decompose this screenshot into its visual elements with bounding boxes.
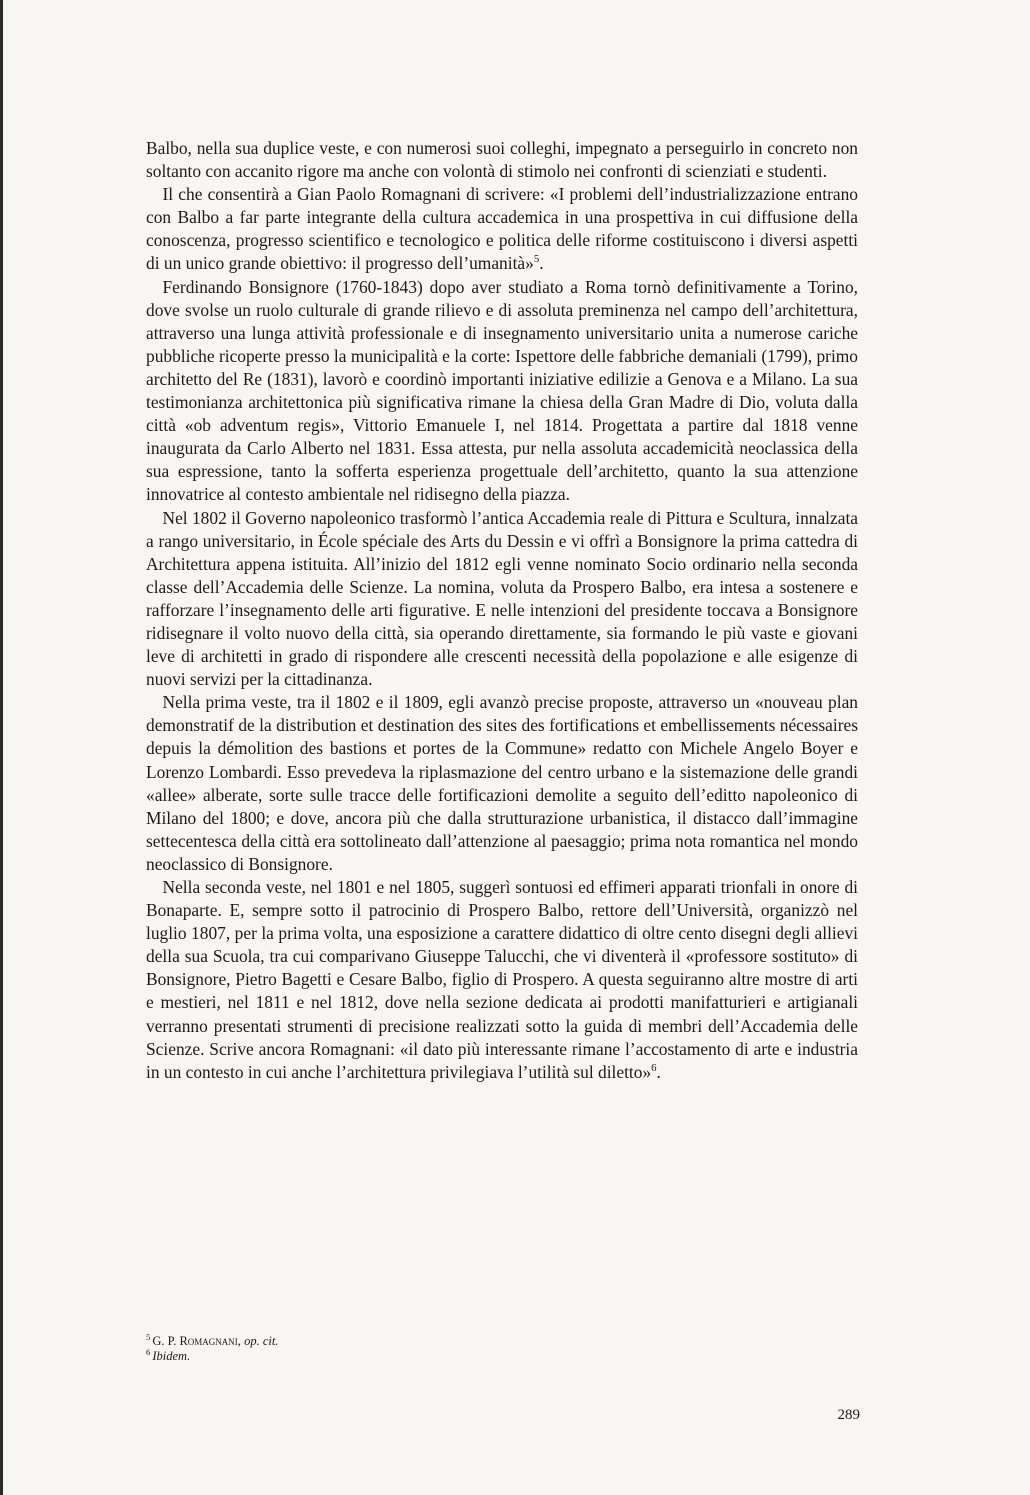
paragraph-text: Il che consentirà a Gian Paolo Romagnani di scrivere: «I problemi dell’industrializzazione entrano con Balbo a far parte integrante della cultura accademica in una prospettiva in cui diffusione della conoscenza, progresso scientifico e tecnologico e politica delle riforme costituiscono i diversi aspetti di un unico grande obiettivo: il progresso dell’umanità» <box>146 184 858 274</box>
body-text <box>146 137 858 1084</box>
footnote-citation: op. cit. <box>244 1334 279 1348</box>
paragraph <box>146 183 858 275</box>
paragraph-tail: . <box>539 253 544 274</box>
footnote <box>146 1346 858 1364</box>
footnotes <box>146 1331 858 1364</box>
paragraph <box>146 691 858 876</box>
footnote-number: 6 <box>146 1346 151 1357</box>
paragraph-text: Nel 1802 il Governo napoleonico trasformò l’antica Accademia reale di Pittura e Scultura, innalzata a rango universitario, in École spéciale des Arts du Dessin e vi offrì a Bonsignore la prima cattedra di Architettura appena istituita. All’inizio del 1812 egli venne nominato Socio ordinario nella seconda classe dell’Accademia delle Scienze. La nomina, voluta da Prospero Balbo, era intesa a sostenere e rafforzare l’insegnamento delle arti figurative. E nelle intenzioni del presidente toccava a Bonsignore ridisegnare il volto nuovo della città, sia operando direttamente, sia formando le più vaste e giovani leve di architetti in grado di rispondere alle crescenti necessità della popolazione e alle esigenze di nuovi servizi per la cittadinanza. <box>146 507 858 690</box>
page-number: 289 <box>837 1407 860 1423</box>
paragraph-text: Nella prima veste, tra il 1802 e il 1809, egli avanzò precise proposte, attraverso un «nouveau plan demonstratif de la distribution et destination des sites des fortifications et embellissements nécessaires depuis la démolition des bastions et portes de la Commune» redatto con Michele Angelo Boyer e Lorenzo Lombardi. Esso prevedeva la riplasmazione del centro urbano e la sistemazione delle grandi «allee» alberate, sorte sulle tracce delle fortificazioni demolite a seguito dell’editto napoleonico di Milano del 1800; e dove, ancora più che dalla strutturazione urbanistica, il distacco dall’immagine settecentesca della città era sottolineato dall’attenzione al paesaggio; prima nota romantica nel mondo neoclassico di Bonsignore. <box>146 692 858 874</box>
paragraph <box>146 507 858 692</box>
footnote-ref: 5 <box>533 253 540 266</box>
footnote-number: 5 <box>146 1331 151 1342</box>
footnote <box>146 1331 858 1349</box>
paragraph-tail: . <box>656 1061 661 1082</box>
paragraph <box>146 276 858 507</box>
footnote-author: G. P. Romagnani, <box>152 1334 241 1348</box>
paragraph-text: Nella seconda veste, nel 1801 e nel 1805, suggerì sontuosi ed effimeri apparati trionfali in onore di Bonaparte. E, sempre sotto il patrocinio di Prospero Balbo, rettore dell’Università, organizzò nel luglio 1807, per la prima volta, una esposizione a carattere didattico di oltre cento disegni degli allievi della sua Scuola, tra cui comparivano Giuseppe Talucchi, che vi diventerà il «professore sostituto» di Bonsignore, Pietro Bagetti e Cesare Balbo, figlio di Prospero. A questa seguiranno altre mostre di arti e mestieri, nel 1811 e nel 1812, dove nella sezione dedicata ai prodotti manifatturieri e artigianali verranno presentati strumenti di precisione realizzati sotto la guida di membri dell’Accademia delle Scienze. Scrive ancora Romagnani: «il dato più interessante rimane l’accostamento di arte e industria in un contesto in cui anche l’architettura privilegiava l’utilità sul diletto» <box>146 877 858 1082</box>
paragraph <box>146 137 858 183</box>
page-edge <box>0 0 3 1495</box>
footnote-ref: 6 <box>651 1061 657 1074</box>
paragraph-text: Ferdinando Bonsignore (1760-1843) dopo aver studiato a Roma tornò definitivamente a Torino, dove svolse un ruolo culturale di grande rilievo e di assoluta preminenza nel campo dell’architettura, attraverso una lunga attività professionale e di insegnamento universitario unita a numerose cariche pubbliche ricoperte presso la municipalità e la corte: Ispettore delle fabbriche demaniali (1799), primo architetto del Re (1831), lavorò e coordinò importanti iniziative edilizie a Genova e a Milano. La sua testimonianza architettonica più significativa rimane la chiesa della Gran Madre di Dio, voluta dalla città «ob adventum regis», Vittorio Emanuele I, nel 1814. Progettata a partire dal 1818 venne inaugurata da Carlo Alberto nel 1831. Essa attesta, pur nella assoluta accademicità neoclassica della sua espressione, tanto la sofferta esperienza progettuale dell’architetto, quanto la sua attenzione innovatrice al contesto ambientale nel ridisegno della piazza. <box>146 276 858 505</box>
footnote-citation: Ibidem. <box>152 1349 191 1363</box>
paragraph <box>146 876 858 1084</box>
paragraph-text: Balbo, nella sua duplice veste, e con numerosi suoi colleghi, impegnato a perseguirlo in concreto non soltanto con accanito rigore ma anche con volontà di stimolo nei confronti di scienziati e studenti. <box>146 138 858 182</box>
